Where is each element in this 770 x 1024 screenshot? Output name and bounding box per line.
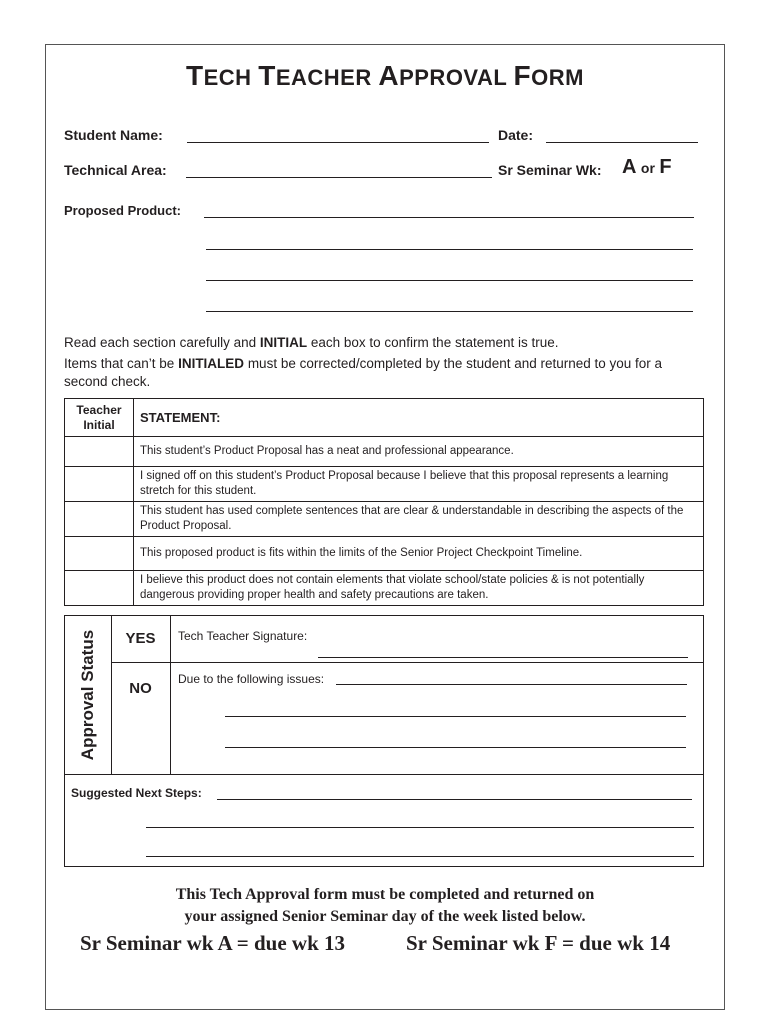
due-week-f: Sr Seminar wk F = due wk 14 <box>406 931 671 955</box>
footer-line-1: This Tech Approval form must be completed and returned on <box>175 886 595 903</box>
table-row <box>65 467 704 502</box>
initial-box-2[interactable] <box>65 467 134 502</box>
statement-3: This student has used complete sentences that are clear & understandable in describing the aspects of the Product Proposal. <box>134 502 704 537</box>
proposed-product-line-4[interactable] <box>206 299 693 312</box>
next-steps-line-3[interactable] <box>146 845 694 857</box>
footer-line-2: your assigned Senior Seminar day of the week listed below. <box>184 908 586 925</box>
technical-area-label: Technical Area: <box>64 162 167 178</box>
statement-table <box>64 398 704 606</box>
next-steps-label: Suggested Next Steps: <box>71 786 202 800</box>
table-row <box>65 502 704 537</box>
issues-line-3[interactable] <box>225 735 686 748</box>
issues-line-1[interactable] <box>336 672 687 685</box>
due-week-a: Sr Seminar wk A = due wk 13 <box>80 931 346 955</box>
initial-box-1[interactable] <box>65 437 134 467</box>
divider <box>111 662 704 663</box>
approval-status-label: Approval Status <box>78 629 97 761</box>
sr-seminar-label: Sr Seminar Wk: <box>498 162 602 178</box>
student-name-label: Student Name: <box>64 127 163 143</box>
signature-label: Tech Teacher Signature: <box>178 629 308 643</box>
signature-field[interactable] <box>318 645 688 658</box>
proposed-product-label: Proposed Product: <box>64 203 182 218</box>
statement-1: This student’s Product Proposal has a neat and professional appearance. <box>134 437 704 467</box>
divider <box>170 615 171 775</box>
technical-area-field[interactable] <box>186 165 492 178</box>
proposed-product-line-1[interactable] <box>204 205 694 218</box>
proposed-product-line-3[interactable] <box>206 268 693 281</box>
option-f[interactable]: F <box>659 156 672 178</box>
initial-box-4[interactable] <box>65 537 134 571</box>
option-a[interactable]: A <box>622 156 637 178</box>
proposed-product-line-2[interactable] <box>206 237 693 250</box>
statement-header: STATEMENT: <box>134 399 704 437</box>
teacher-initial-header: Teacher Initial <box>65 399 134 437</box>
instructions-line-1: Read each section carefully and INITIAL each box to confirm the statement is true. <box>64 335 559 350</box>
statement-4: This proposed product is fits within the limits of the Senior Project Checkpoint Timeline. <box>134 537 704 571</box>
date-field[interactable] <box>546 130 698 143</box>
initial-box-3[interactable] <box>65 502 134 537</box>
initial-box-5[interactable] <box>65 571 134 606</box>
table-header-row <box>65 399 704 437</box>
page-title: TECH TEACHER APPROVAL FORM <box>186 60 584 91</box>
next-steps-line-2[interactable] <box>146 816 694 828</box>
no-option[interactable]: NO <box>129 680 152 697</box>
statement-5: I believe this product does not contain elements that violate school/state policies & is not potentially dangerous providing proper health and safety precautions are taken. <box>134 571 704 606</box>
instructions-line-2: Items that can’t be INITIALED must be corrected/completed by the student and returned to you for a second check. <box>64 356 663 389</box>
next-steps-line-1[interactable] <box>217 788 692 800</box>
table-row <box>65 571 704 606</box>
student-name-field[interactable] <box>187 130 489 143</box>
statement-2: I signed off on this student’s Product Proposal because I believe that this proposal represents a learning stretch for this student. <box>134 467 704 502</box>
issues-label: Due to the following issues: <box>178 672 325 686</box>
table-row <box>65 437 704 467</box>
table-row <box>65 537 704 571</box>
yes-option[interactable]: YES <box>125 630 156 647</box>
sr-seminar-options: A or F <box>622 156 672 178</box>
date-label: Date: <box>498 127 534 143</box>
issues-line-2[interactable] <box>225 704 686 717</box>
